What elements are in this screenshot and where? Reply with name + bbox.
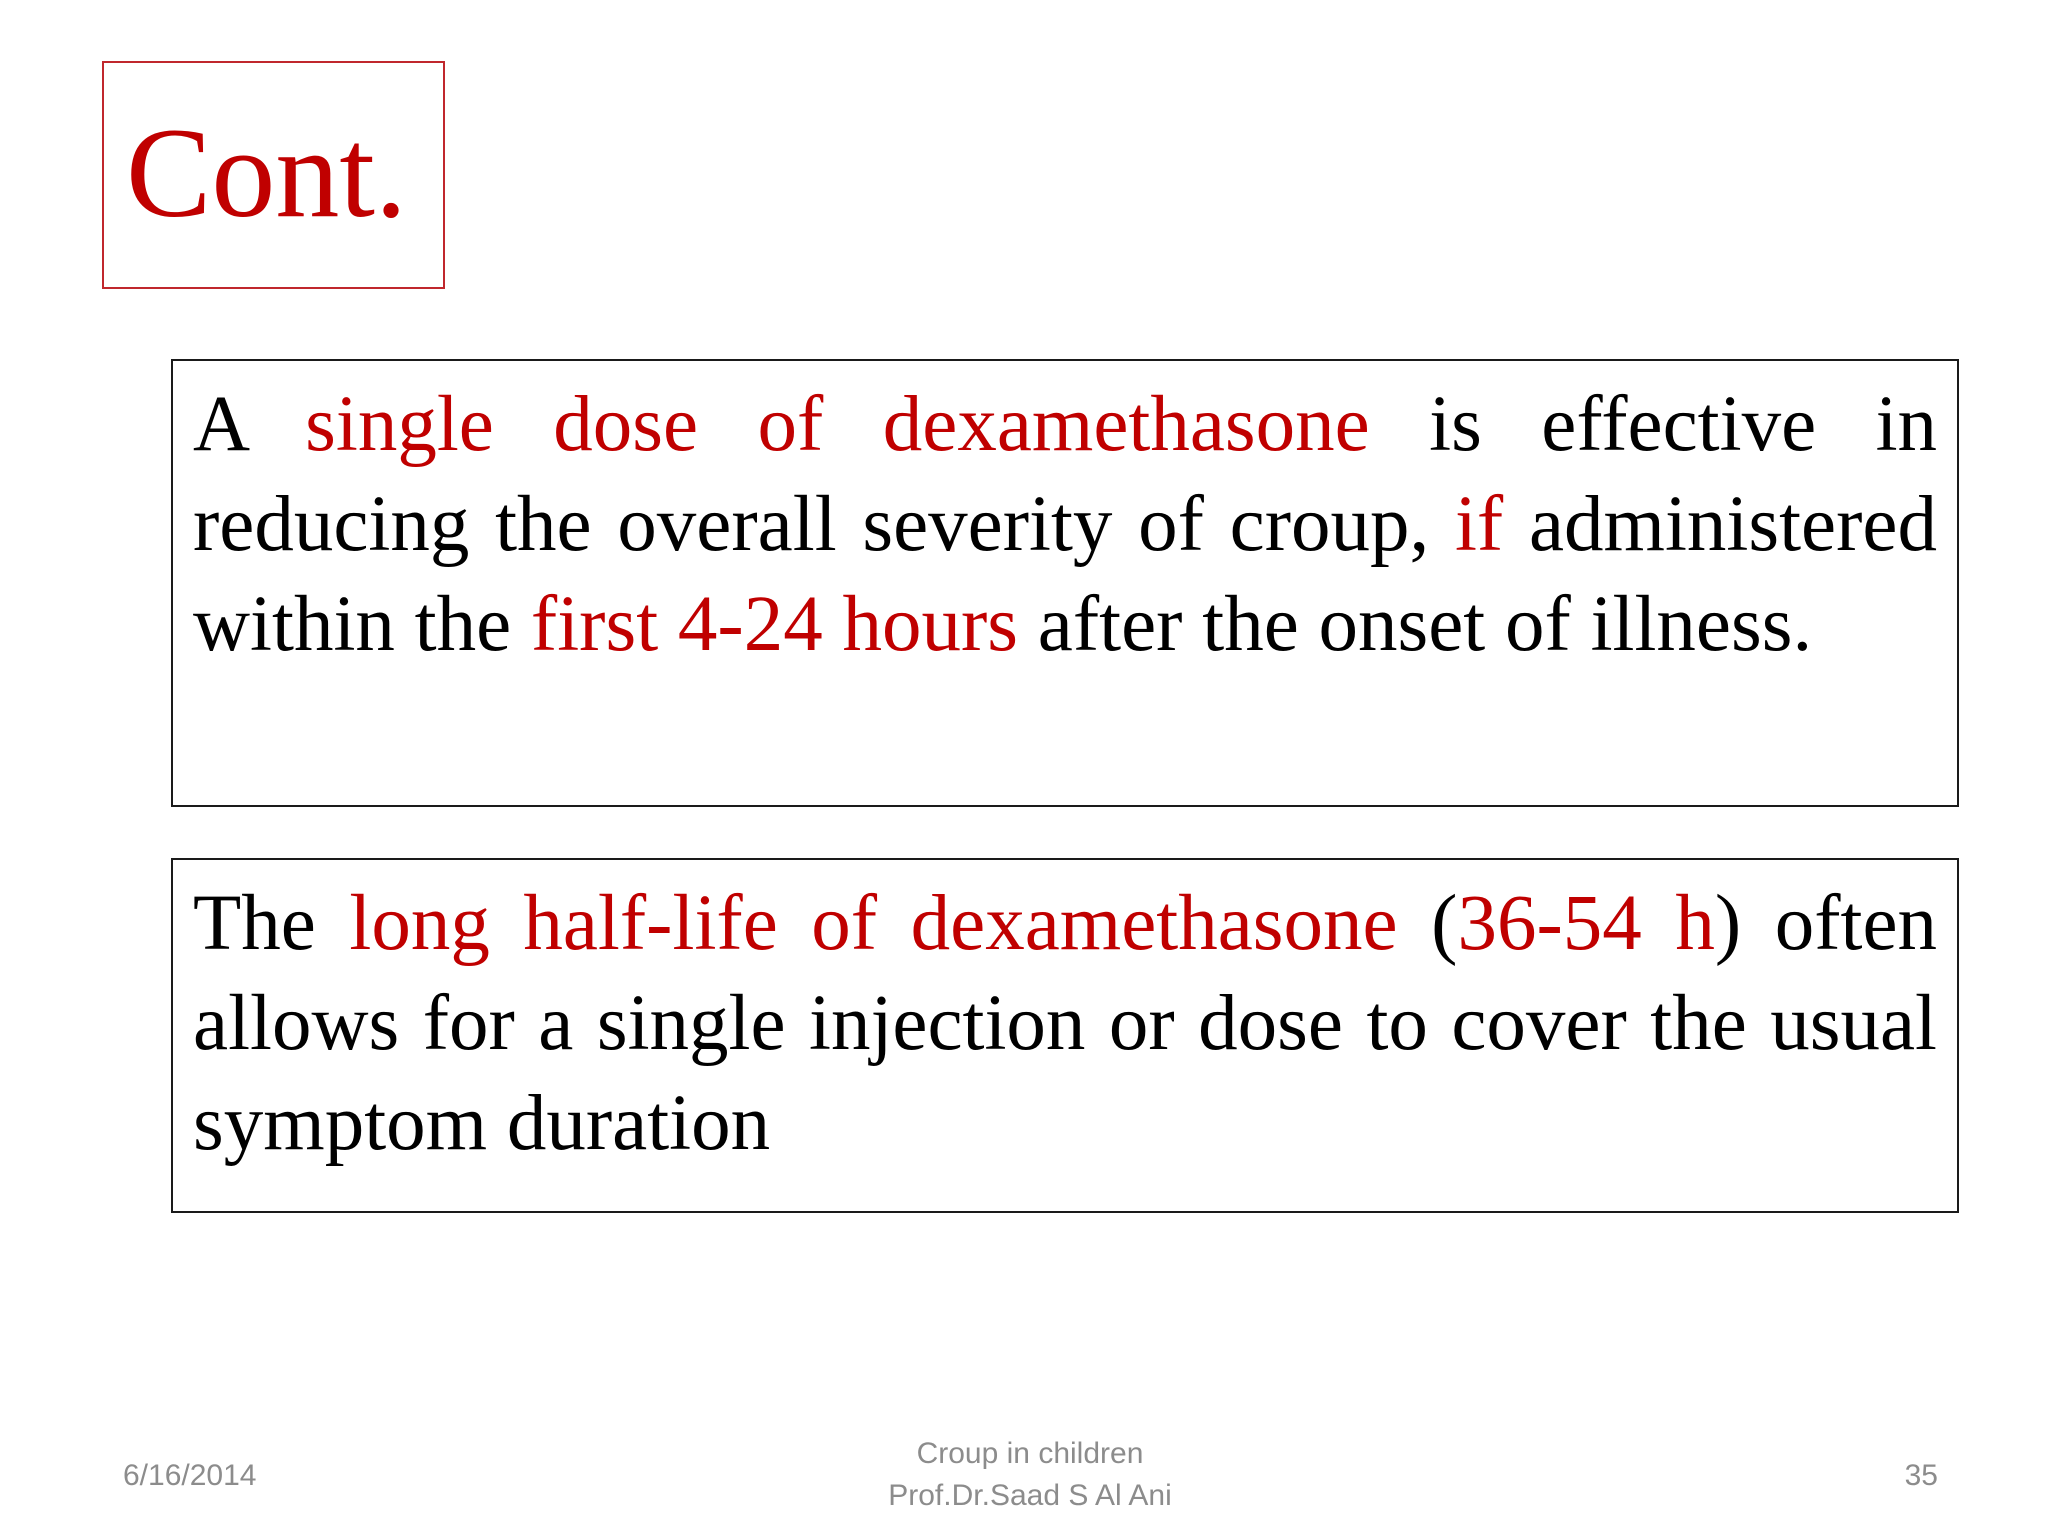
box1-text-2: is effective in reducing the overall severity of croup,	[193, 381, 1938, 568]
footer-center	[780, 1433, 1280, 1517]
box1-text-4: after the onset of illness.	[1018, 581, 1813, 668]
box1-highlight-if: if	[1454, 481, 1504, 568]
footer-date: 6/16/2014	[123, 1459, 257, 1492]
box2-highlight-hours: 36-54 h	[1457, 880, 1715, 967]
footer-author: Prof.Dr.Saad S Al Ani	[888, 1479, 1172, 1512]
box1-highlight-single-dose: single dose of dexamethasone	[305, 381, 1370, 468]
title-box	[102, 61, 445, 289]
content-box-dose	[171, 359, 1959, 807]
footer-topic: Croup in children	[916, 1437, 1144, 1470]
footer-page-number: 35	[1904, 1459, 1938, 1492]
slide-title: Cont.	[126, 102, 407, 244]
box2-text-1: The	[193, 880, 350, 967]
content-box-half-life	[171, 858, 1959, 1213]
box1-highlight-hours: first 4-24 hours	[530, 581, 1019, 668]
box1-text-3: administered within the	[193, 481, 1937, 668]
box1-text-1: A	[193, 381, 306, 468]
box2-text-3: ) often allows for a single injection or dose to cover the usual symptom duration	[193, 880, 1938, 1167]
box2-highlight-half-life: long half-life of dexamethasone	[349, 880, 1398, 967]
box2-text-2: (	[1397, 880, 1458, 967]
